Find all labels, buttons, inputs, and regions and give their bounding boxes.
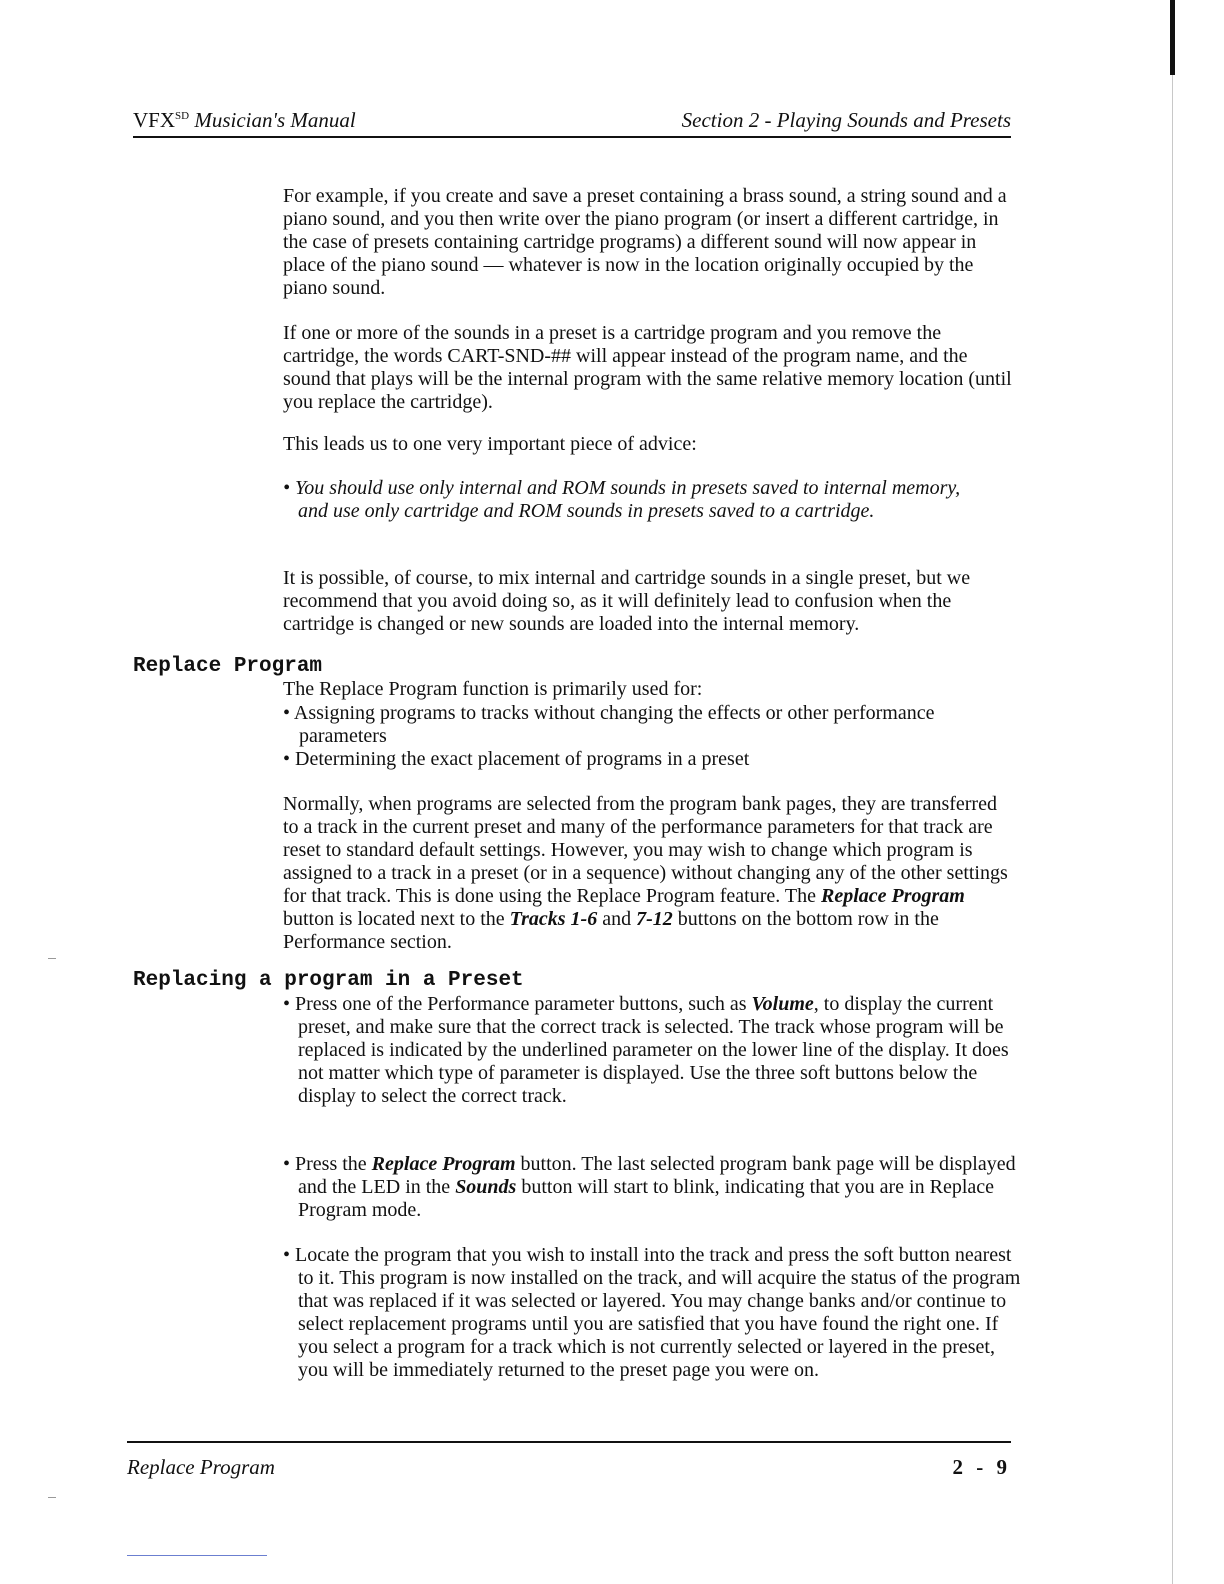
step-locate-program: • Locate the program that you wish to install into the track and press the soft button nearest to it. This program is now installed on the track, and will acquire the status of the program that was replaced if it was selected or layered. You may change banks and/or continue to select replacement programs until you are satisfied that you have found the right one. If you select a program for a track which is not currently selected or layered in the preset, you will be immediately returned to the preset page you were on. xyxy=(283,1244,1021,1381)
step1-text-b: , to display the current preset, and make sure that the correct track is selected. The track whose program will be replaced is indicated by the underlined parameter on the lower line of the display. It does not matter which type of parameter is displayed. Use the three soft buttons below the display to select the correct track. xyxy=(298,993,1009,1107)
section-title: Section 2 - Playing Sounds and Presets xyxy=(681,108,1011,132)
manual-title-text: Musician's Manual xyxy=(194,108,356,132)
sounds-button-ref: Sounds xyxy=(455,1176,517,1198)
paragraph-advice-intro: This leads us to one very important piece of advice: xyxy=(283,433,697,455)
paragraph-normally-and: and xyxy=(597,908,637,930)
step2-text-b: button. The last selected program bank page will be displayed and the LED in the xyxy=(298,1153,1016,1198)
tracks-7-12-ref: 7-12 xyxy=(636,908,673,930)
footer-topic: Replace Program xyxy=(127,1455,275,1479)
paragraph-cartridge: If one or more of the sounds in a preset is a cartridge program and you remove the cartridge, the words CART-SND-## will appear instead of the program name, and the sound that plays will be the internal program with the same relative memory location (until you replace the cartridge). xyxy=(283,322,1012,413)
advice-text: • You should use only internal and ROM sounds in presets saved to internal memory, and use only cartridge and ROM sounds in presets saved to a cartridge. xyxy=(283,477,961,522)
replace-program-intro: The Replace Program function is primarily used for: xyxy=(283,678,703,700)
paragraph-normally-end: buttons on the bottom row in the Performance section. xyxy=(283,908,939,953)
product-name: VFX xyxy=(133,108,176,132)
step1-text-a: • Press one of the Performance parameter buttons, such as xyxy=(283,993,752,1015)
scan-edge-mark xyxy=(1170,0,1175,75)
scan-artifact-line xyxy=(127,1555,267,1556)
advice-note xyxy=(283,477,983,523)
list-item: • Assigning programs to tracks without changing the effects or other performance parameters xyxy=(283,702,935,747)
margin-mark xyxy=(48,1497,56,1498)
paragraph-normally-text: Normally, when programs are selected from the program bank pages, they are transferred to a track in the current preset and many of the performance parameters for that track are reset to standard default settings. However, you may wish to change which program is assigned to a track in a preset (or in a sequence) without changing any of the other settings for that track. This is done using the Replace Program feature. The xyxy=(283,793,1008,907)
step2-text-c: button will start to blink, indicating that you are in Replace Program mode. xyxy=(298,1176,995,1221)
page-footer xyxy=(127,1441,1011,1479)
tracks-1-6-ref: Tracks 1-6 xyxy=(509,908,598,930)
replace-program-button-ref: Replace Program xyxy=(371,1153,516,1175)
paragraph-normally-mid: button is located next to the xyxy=(283,908,510,930)
margin-mark xyxy=(48,958,56,959)
paragraph-example: For example, if you create and save a preset containing a brass sound, a string sound and a piano sound, and you then write over the piano program (or insert a different cartridge, in the case of presets containing cartridge programs) a different sound will now appear in place of the piano sound — whatever is now in the location originally occupied by the piano sound. xyxy=(283,185,1007,299)
step-select-track xyxy=(283,993,1028,1108)
product-superscript: SD xyxy=(175,110,190,122)
manual-title xyxy=(133,108,356,133)
step-press-replace xyxy=(283,1153,1028,1222)
replace-program-button-ref: Replace Program xyxy=(821,885,965,907)
heading-replacing-program: Replacing a program in a Preset xyxy=(133,969,524,992)
paragraph-mixing: It is possible, of course, to mix internal and cartridge sounds in a single preset, but we recommend that you avoid doing so, as it will definitely lead to confusion when the cartridge is changed or new sounds are loaded into the internal memory. xyxy=(283,567,971,635)
volume-button-ref: Volume xyxy=(751,993,814,1015)
replace-program-uses xyxy=(283,702,1013,771)
page-header xyxy=(133,108,1011,138)
scan-edge-line xyxy=(1172,75,1173,1584)
page-number: 2 - 9 xyxy=(952,1455,1011,1479)
step2-text-a: • Press the xyxy=(283,1153,372,1175)
list-item: • Determining the exact placement of programs in a preset xyxy=(283,748,750,770)
heading-replace-program: Replace Program xyxy=(133,655,323,678)
paragraph-normally xyxy=(283,793,1013,954)
